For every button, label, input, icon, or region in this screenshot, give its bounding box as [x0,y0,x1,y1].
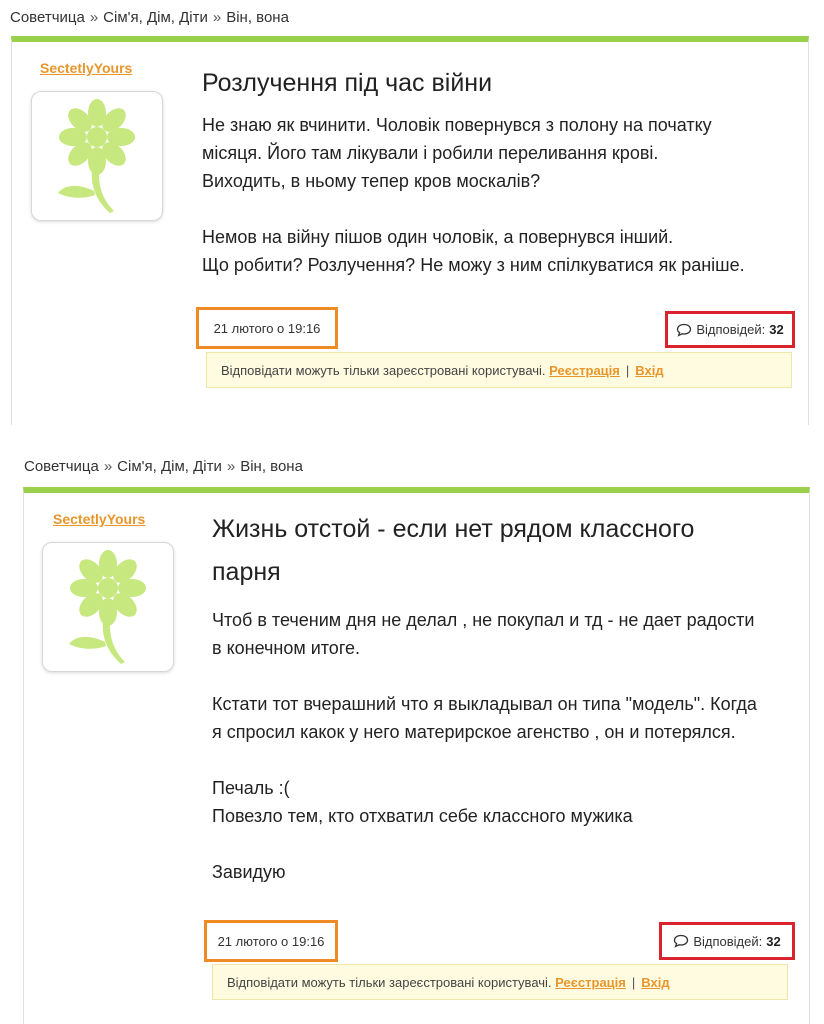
login-link[interactable]: Вхід [641,974,670,990]
post-body: Не знаю як вчинити. Чоловік повернувся з полону на початку місяця. Його там лікували і робили переливання крові. Виходить, в ньому тепер кров москалів? Немов на війну пішов один чоловік, а повернувся інший. Що робити? Розлучення? Не можу з ним спілкуватися як раніше. [202,115,745,275]
replies-link[interactable] [659,922,795,960]
divider-gap [0,425,824,446]
notice-text: Відповідати можуть тільки зареєстровані користувачі. [227,974,552,990]
replies-label: Відповідей: [693,933,763,949]
post-date: 21 лютого о 19:16 [196,307,338,349]
replies-link[interactable] [665,311,795,348]
avatar[interactable] [42,542,174,672]
replies-count: 32 [766,933,781,949]
breadcrumb-home[interactable]: Советчица [10,9,85,26]
post-title: Розлучення під час війни [202,69,493,97]
breadcrumb-separator: » [226,458,236,475]
register-link[interactable]: Реєстрація [555,974,626,990]
breadcrumb-category[interactable]: Сім'я, Дім, Діти [117,458,222,475]
replies-label: Відповідей: [696,322,766,337]
replies-count: 32 [769,322,784,337]
breadcrumb-subcategory[interactable]: Він, вона [226,9,289,26]
breadcrumb-separator: » [212,9,222,26]
breadcrumb-home[interactable]: Советчица [24,458,99,475]
breadcrumb-category[interactable]: Сім'я, Дім, Діти [103,9,208,26]
speech-bubble-icon [676,323,692,337]
speech-bubble-icon [673,934,689,948]
register-link[interactable]: Реєстрація [549,362,620,378]
registration-notice: Відповідати можуть тільки зареєстровані користувачі. Реєстрація | Вхід [212,964,788,1000]
author-link[interactable]: SectetlyYours [53,511,146,527]
screenshot-panel-1 [0,0,824,425]
breadcrumb-separator: » [103,458,113,475]
flower-icon [52,97,142,215]
post-body: Чтоб в теченим дня не делал , не покупал и тд - не дает радости в конечном итоге. Кстати тот вчерашний что я выкладывал он типа "модель". Когда я спросил какок у него материрское агенство , он и потерялся. Печаль :( Повезло тем, кто отхватил себе классного мужика Завидую [212,610,757,882]
author-link[interactable]: SectetlyYours [40,60,133,76]
breadcrumb [10,9,289,26]
login-link[interactable]: Вхід [635,362,664,378]
flower-icon [63,548,153,666]
breadcrumb-separator: » [89,9,99,26]
screenshot-panel-2 [0,446,824,1024]
breadcrumb [24,458,303,475]
avatar[interactable] [31,91,163,221]
notice-text: Відповідати можуть тільки зареєстровані користувачі. [221,362,546,378]
post-title: Жизнь отстой - если нет рядом классного парня [212,515,695,586]
post-date: 21 лютого о 19:16 [204,920,338,962]
breadcrumb-subcategory[interactable]: Він, вона [240,458,303,475]
registration-notice: Відповідати можуть тільки зареєстровані користувачі. Реєстрація | Вхід [206,352,792,388]
